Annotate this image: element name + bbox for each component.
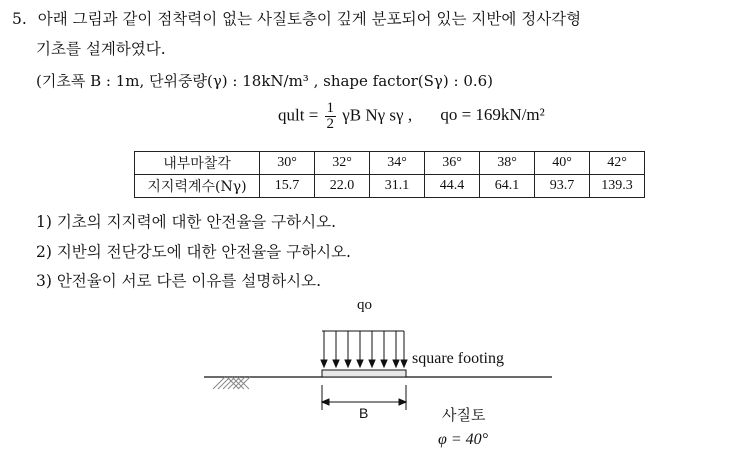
angle-cell: 40° [535, 152, 590, 175]
problem-text-2: 기초를 설계하였다. [36, 40, 166, 58]
row-label-bearing-factor: 지지력계수(Nγ) [135, 175, 260, 198]
soil-label: 사질토 [442, 406, 486, 424]
problem-text-1: 아래 그림과 같이 점착력이 없는 사질토층이 깊게 분포되어 있는 지반에 정사각형 [37, 10, 582, 28]
footing-label: square footing [412, 350, 504, 367]
formula-rhs: γB Nγ sγ , [342, 105, 413, 125]
row-label-friction-angle: 내부마찰각 [135, 152, 260, 175]
question-2: 2) 지반의 전단강도에 대한 안전율을 구하시오. [36, 243, 351, 261]
fraction-denominator: 2 [326, 116, 335, 132]
problem-number: 5. [12, 10, 27, 28]
factor-cell: 31.1 [370, 175, 425, 198]
formula-lhs: qult = [278, 105, 319, 125]
ground-hatch [213, 377, 250, 389]
factor-cell: 64.1 [480, 175, 535, 198]
angle-cell: 42° [590, 152, 645, 175]
angle-cell: 34° [370, 152, 425, 175]
given-values: (기초폭 B : 1m, 단위중량(γ) : 18kN/m³ , shape factor(Sγ) : 0.6) [36, 72, 494, 90]
friction-angle-label: φ = 40° [438, 431, 489, 448]
load-label-qo: qo [357, 297, 372, 313]
factor-cell: 22.0 [315, 175, 370, 198]
factor-cell: 15.7 [260, 175, 315, 198]
factor-cell: 44.4 [425, 175, 480, 198]
angle-cell: 32° [315, 152, 370, 175]
angle-cell: 38° [480, 152, 535, 175]
question-1: 1) 기초의 지지력에 대한 안전율을 구하시오. [36, 213, 337, 231]
angle-cell: 30° [260, 152, 315, 175]
factor-cell: 93.7 [535, 175, 590, 198]
width-label-b: B [359, 405, 369, 421]
square-footing [322, 370, 406, 377]
question-3: 3) 안전율이 서로 다른 이유를 설명하시오. [36, 272, 322, 290]
fraction-numerator: 1 [326, 100, 335, 116]
formula-qo: qo = 169kN/m² [440, 105, 545, 125]
load-arrows [321, 331, 407, 367]
arrow-set [321, 331, 407, 367]
factor-cell: 139.3 [590, 175, 645, 198]
angle-cell: 36° [425, 152, 480, 175]
